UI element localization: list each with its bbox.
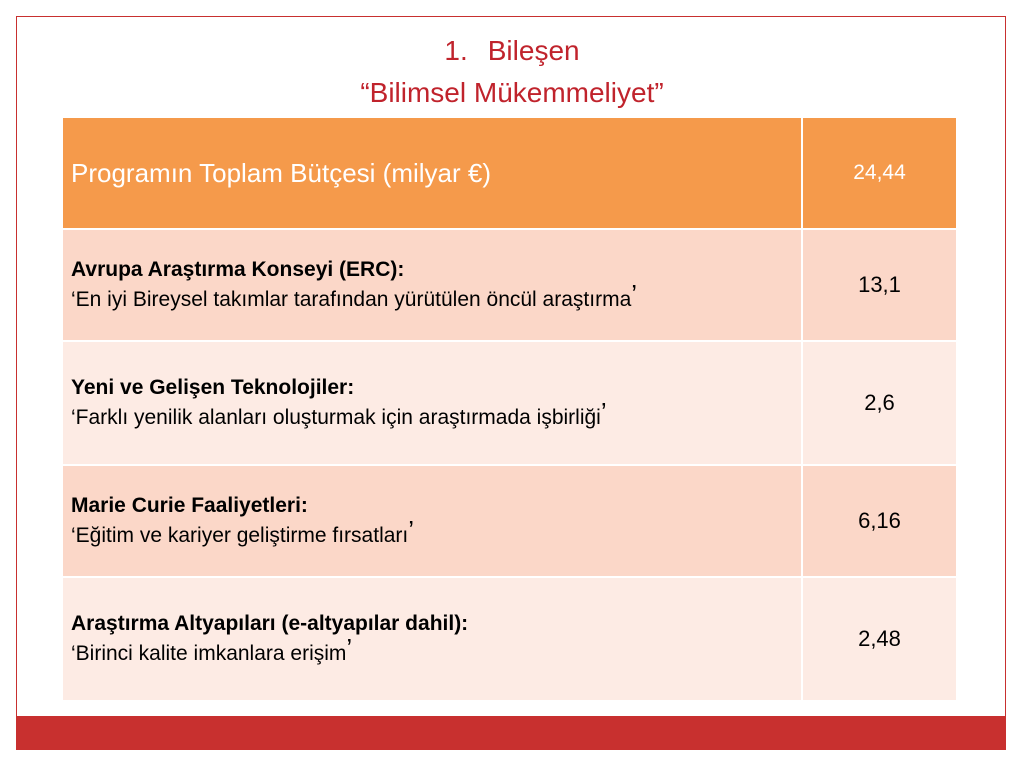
row-value-cell: 13,1 [802,229,957,341]
row-label: Yeni ve Gelişen Teknolojiler: [71,376,355,399]
table-row [62,577,957,701]
table-header-row [62,117,957,229]
row-label: Araştırma Altyapıları (e-altyapılar dahil): [71,612,469,635]
row-description-cell [62,577,802,701]
table-row [62,229,957,341]
row-description-cell [62,341,802,465]
budget-table [61,116,958,702]
row-close-quote: ’ [408,515,415,545]
row-desc: ‘Birinci kalite imkanlara erişim [71,642,347,665]
row-close-quote: ’ [631,279,638,309]
row-desc: ‘Eğitim ve kariyer geliştirme fırsatları [71,524,409,547]
row-value-cell: 2,48 [802,577,957,701]
row-description-cell [62,465,802,577]
bottom-accent-bar [17,716,1005,749]
row-desc: ‘Farklı yenilik alanları oluşturmak için araştırmada işbirliği [71,406,601,429]
row-label: Avrupa Araştırma Konseyi (ERC): [71,258,405,281]
title-heading: Bileşen [487,35,580,66]
row-close-quote: ’ [346,633,353,663]
row-description-cell [62,229,802,341]
row-desc: ‘En iyi Bireysel takımlar tarafından yürütülen öncül araştırma [71,288,632,311]
slide-title [0,30,1024,114]
title-line-2: “Bilimsel Mükemmeliyet” [360,77,664,108]
table-row [62,341,957,465]
table-row [62,465,957,577]
header-value-cell: 24,44 [802,117,957,229]
row-value-cell: 2,6 [802,341,957,465]
row-label: Marie Curie Faaliyetleri: [71,494,308,517]
title-number: 1. [444,35,468,66]
row-value-cell: 6,16 [802,465,957,577]
title-line-1 [0,30,1024,72]
row-close-quote: ’ [600,397,607,427]
header-label-cell: Programın Toplam Bütçesi (milyar €) [62,117,802,229]
budget-table-wrapper [61,116,956,702]
